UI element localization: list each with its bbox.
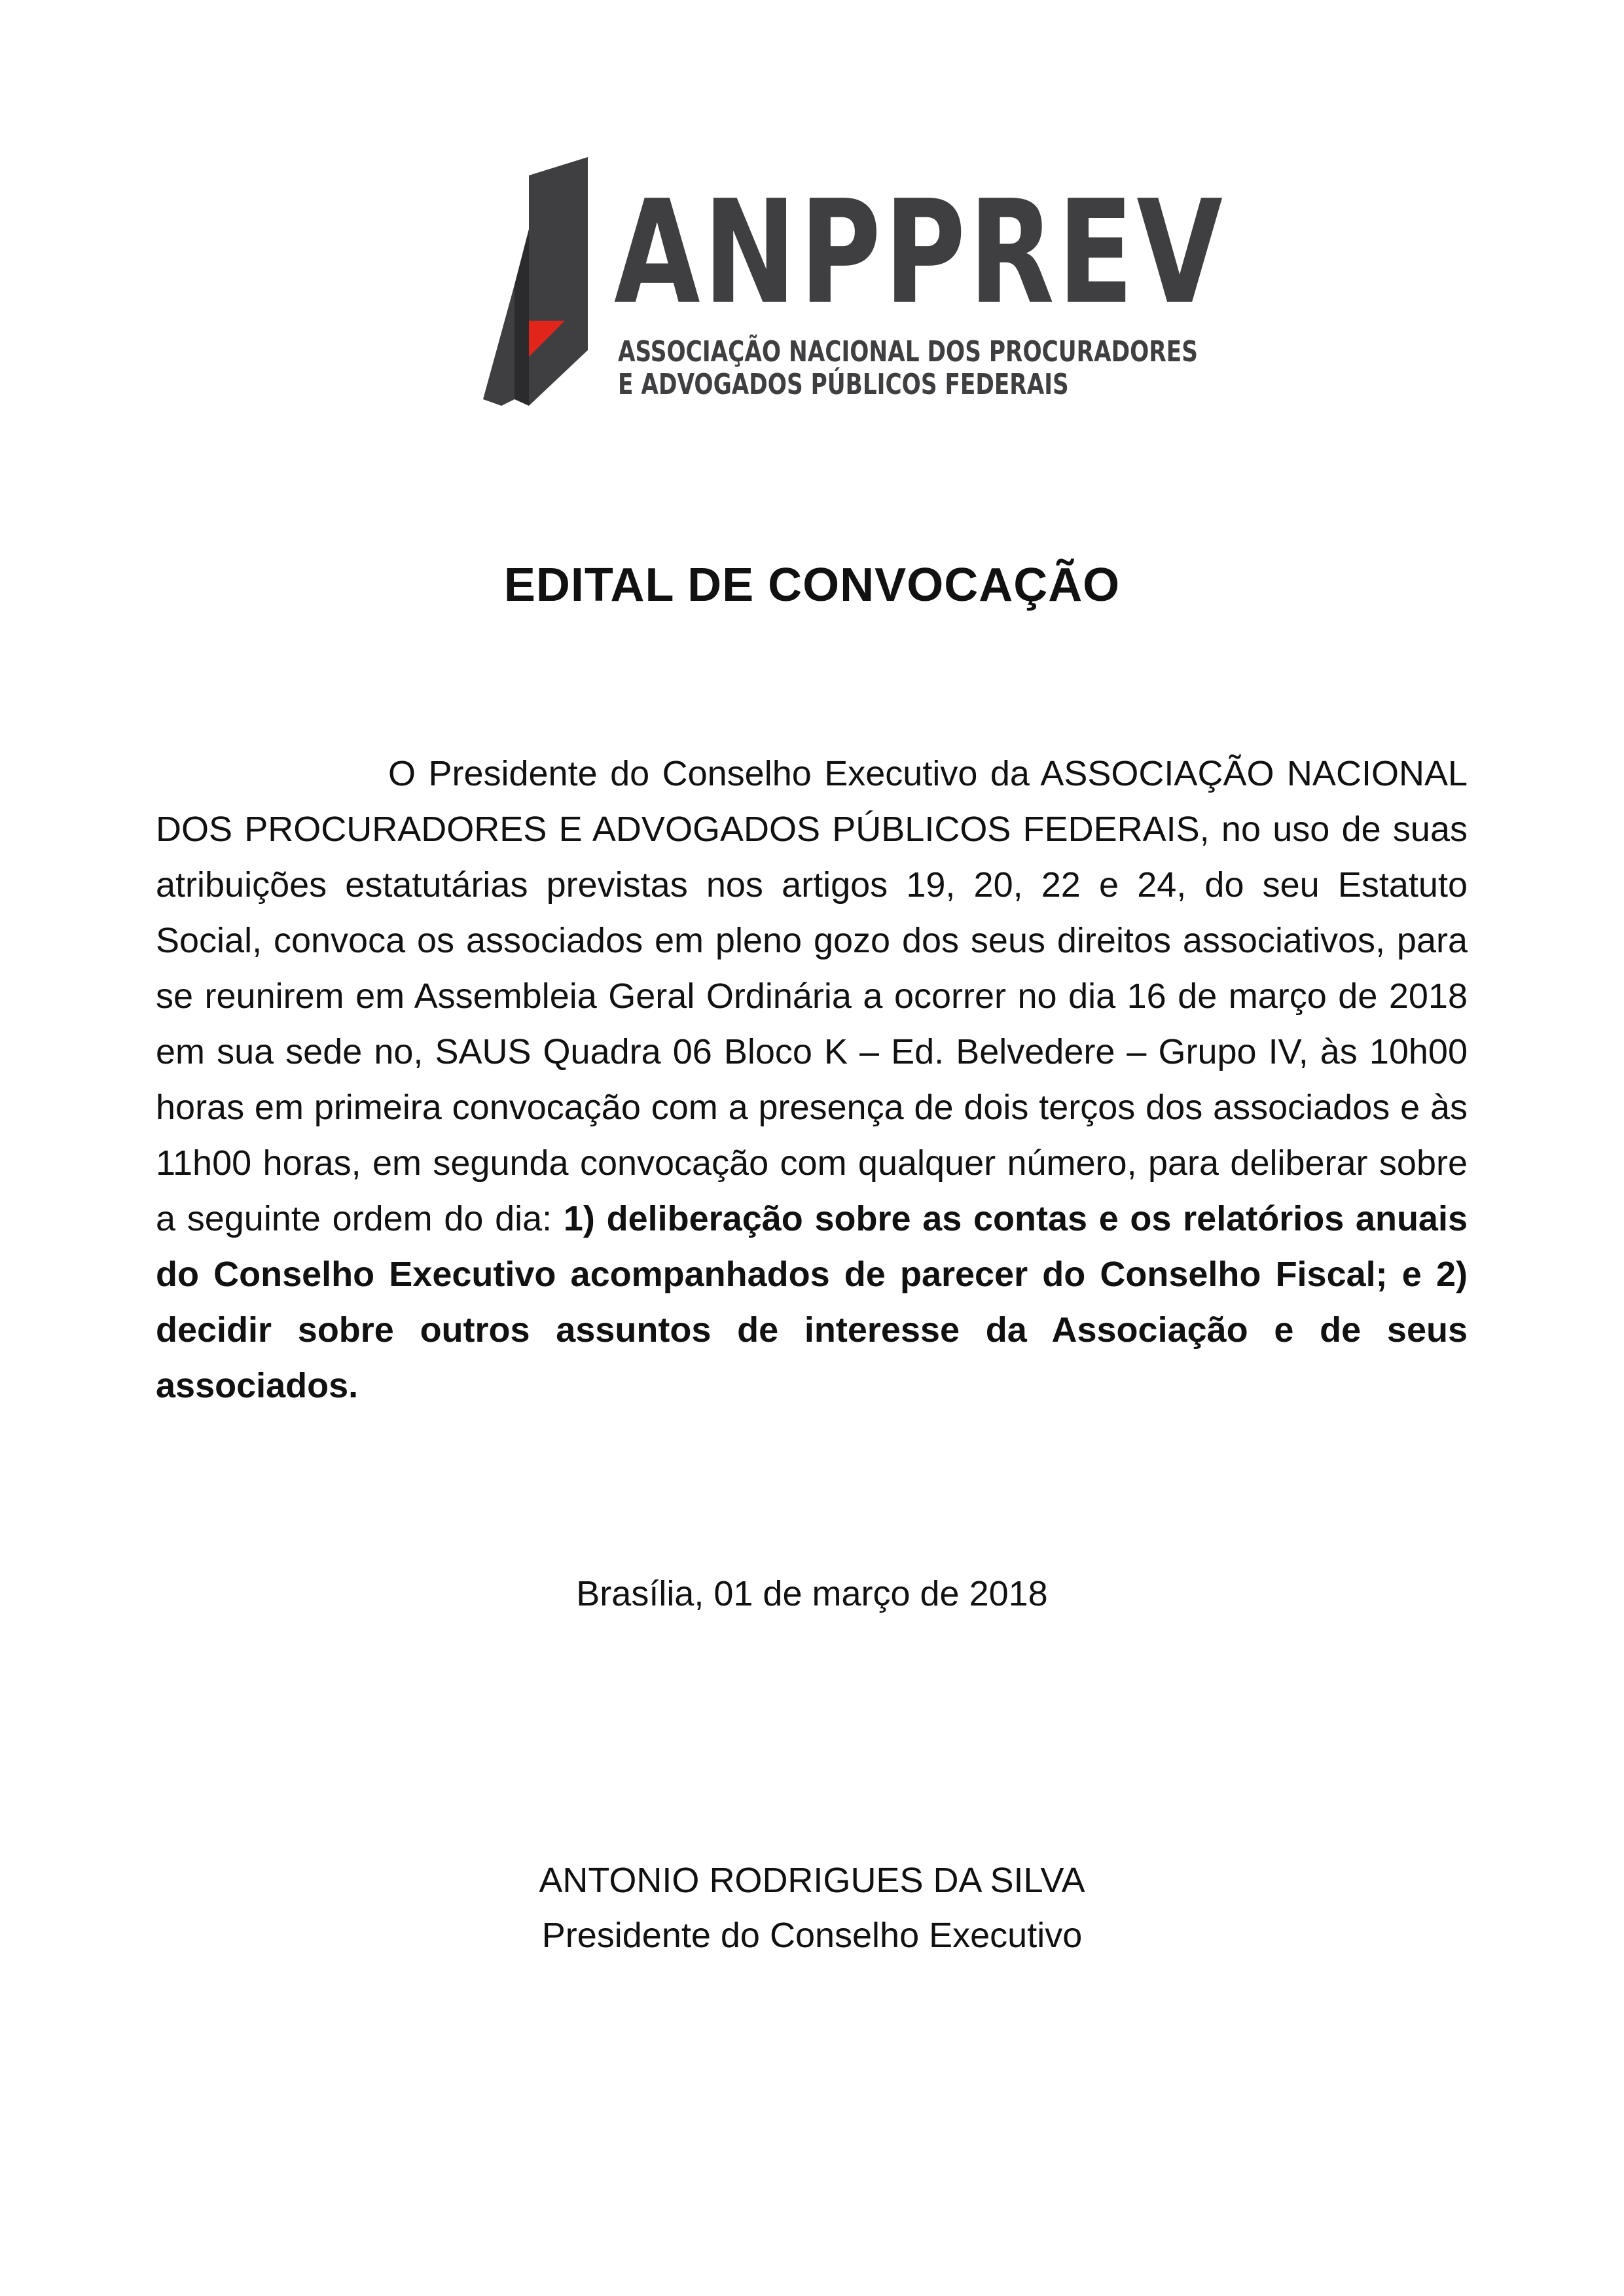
date-line: Brasília, 01 de março de 2018 (576, 1574, 1048, 1613)
logo-subtitle-line1: ASSOCIAÇÃO NACIONAL DOS PROCURADORES (618, 335, 1198, 368)
anpprev-logo (483, 157, 1226, 406)
body-agenda-text: 1) deliberação sobre as contas e os relatórios anuais do Conselho Executivo acompanhados de parecer do Conselho Fiscal; e 2) decidir sobre outros assuntos de interesse da Associação e de seus associados. (156, 1199, 1468, 1405)
signer-name: ANTONIO RODRIGUES DA SILVA (539, 1861, 1085, 1900)
document-title: EDITAL DE CONVOCAÇÃO (503, 559, 1121, 611)
logo-wordmark: ANPPREV (614, 170, 1226, 336)
convocation-body (156, 746, 1468, 1414)
logo-subtitle-line2: E ADVOGADOS PÚBLICOS FEDERAIS (618, 368, 1069, 401)
body-intro-text: O Presidente do Conselho Executivo da ASSOCIAÇÃO NACIONAL DOS PROCURADORES E ADVOGADOS PÚBLICOS FEDERAIS, no uso de suas atribuições estatutárias previstas nos artigos 19, 20, 22 e 24, do seu Estatuto Social, convoca os associados em pleno gozo dos seus direitos associativos, para se reunirem em Assembleia Geral Ordinária a ocorrer no dia 16 de março de 2018 em sua sede no, SAUS Quadra 06 Bloco K – Ed. Belvedere – Grupo IV, às 10h00 horas em primeira convocação com a presença de dois terços dos associados e às 11h00 horas, em segunda convocação com qualquer número, para deliberar sobre a seguinte ordem do dia: (156, 754, 1468, 1238)
anpprev-emblem-icon (483, 157, 594, 406)
signer-role: Presidente do Conselho Executivo (541, 1916, 1083, 1955)
